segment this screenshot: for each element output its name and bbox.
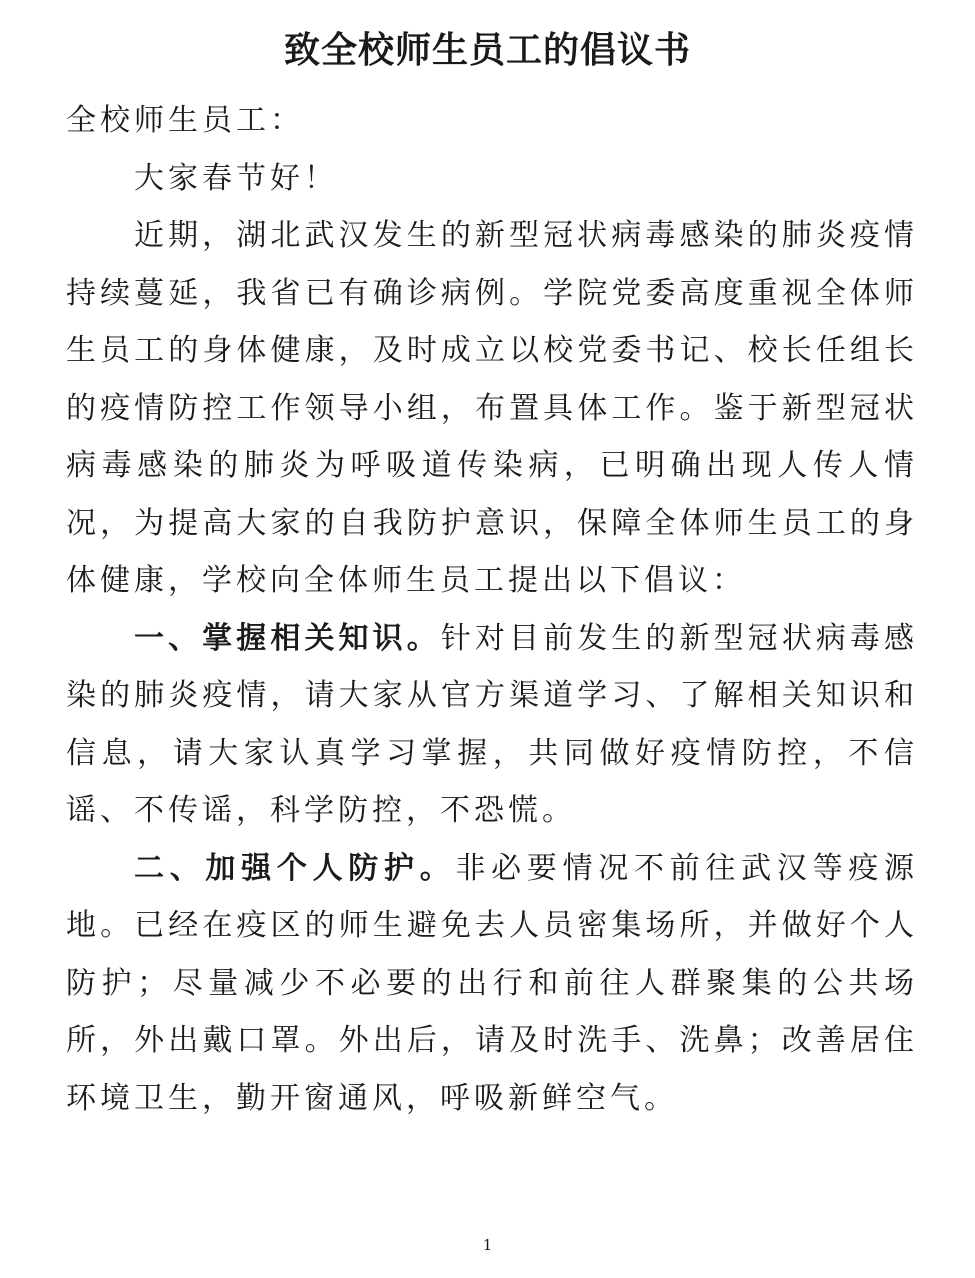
item-text-2: 非必要情况不前往武汉等疫源地。已经在疫区的师生避免去人员密集场所，并做好个人防护；尽量减少不必要的出行和前往人群聚集的公共场所，外出戴口罩。外出后，请及时洗手、洗鼻；改善居住环境卫生，勤开窗通风，呼吸新鲜空气。 <box>66 850 919 1116</box>
intro-paragraph: 近期，湖北武汉发生的新型冠状病毒感染的肺炎疫情持续蔓延，我省已有确诊病例。学院党委高度重视全体师生员工的身体健康，及时成立以校党委书记、校长任组长的疫情防控工作领导小组，布置具体工作。鉴于新型冠状病毒感染的肺炎为呼吸道传染病，已明确出现人传人情况，为提高大家的自我防护意识，保障全体师生员工的身体健康，学校向全体师生员工提出以下倡议： <box>66 218 918 598</box>
document-body <box>66 92 918 1127</box>
item-heading-2: 二、加强个人防护。 <box>134 850 456 886</box>
salutation: 全校师生员工： <box>66 103 304 138</box>
item-paragraph-1 <box>66 610 918 840</box>
item-text-1: 针对目前发生的新型冠状病毒感染的肺炎疫情，请大家从官方渠道学习、了解相关知识和信息，请大家认真学习掌握，共同做好疫情防控，不信谣、不传谣，科学防控，不恐慌。 <box>66 620 919 828</box>
greeting: 大家春节好！ <box>134 160 338 196</box>
page-number: 1 <box>482 1236 493 1254</box>
item-heading-1: 一、掌握相关知识。 <box>134 620 441 656</box>
item-paragraph-2 <box>66 840 918 1128</box>
document-title: 致全校师生员工的倡议书 <box>283 29 691 71</box>
